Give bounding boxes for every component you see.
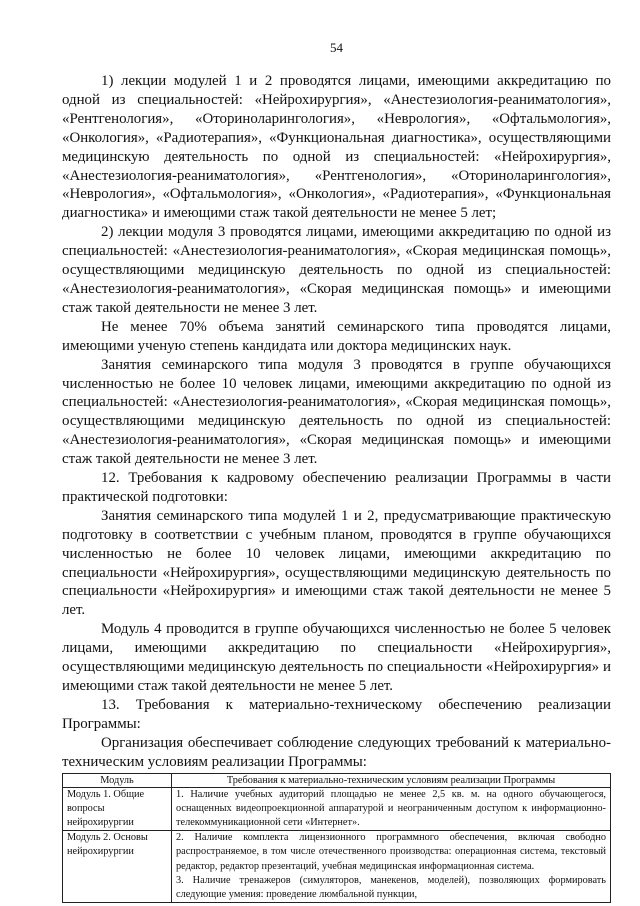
paragraph-seminar-module-3: Занятия семинарского типа модуля 3 проводятся в группе обучающихся численностью не более 10 человек лицами, имеющими аккредитацию по одной из специальностей: «Анестезиология-реаниматология», «Скорая медицинская помощь», осуществляющими медицинскую деятельность по одной из специальностей: «Анестезиология-реаниматология», «Скорая медицинская помощь» и имеющими стаж такой деятельности не менее 3 лет. <box>62 356 611 468</box>
requirement-item: 2. Наличие комплекта лицензионного программного обеспечения, включая свободно распространяемое, в том числе отечественного производства: операционная система, текстовый редактор, редактор презентаций, учебная медицинская информационная система. <box>176 832 606 872</box>
table-row <box>63 787 611 831</box>
paragraph-seminar-degree: Не менее 70% объема занятий семинарского типа проводятся лицами, имеющими ученую степень кандидата или доктора медицинских наук. <box>62 318 611 354</box>
document-body <box>62 72 611 772</box>
module-cell: Модуль 1. Общие вопросы нейрохирургии <box>63 787 172 831</box>
table-row <box>63 831 611 903</box>
requirement-item: 3. Наличие тренажеров (симуляторов, манекенов, моделей), позволяющих формировать следующие умения: проведение люмбальной пункции, <box>176 874 606 900</box>
section-heading-13: 13. Требования к материально-техническому обеспечению реализации Программы: <box>62 696 611 732</box>
paragraph-lectures-modules-1-2: 1) лекции модулей 1 и 2 проводятся лицами, имеющими аккредитацию по одной из специальностей: «Нейрохирургия», «Анестезиология-реаниматология», «Рентгенология», «Оториноларингология», «Неврология», «Офтальмология», «Онкология», «Радиотерапия», «Функциональная диагностика», осуществляющими медицинскую деятельность по одной из специальностей: «Нейрохирургия», «Анестезиология-реаниматология», «Рентгенология», «Оториноларингология», «Неврология», «Офтальмология», «Онкология», «Радиотерапия», «Функциональная диагностика» и имеющими стаж такой деятельности не менее 5 лет; <box>62 73 611 222</box>
requirements-table-wrap <box>62 773 611 904</box>
requirement-item: 1. Наличие учебных аудиторий площадью не менее 2,5 кв. м. на одного обучающегося, оснащенных видеопроекционной аппаратурой и неограниченным доступом к информационно-телекоммуникационной сети «Интернет». <box>176 788 606 828</box>
paragraph-lectures-module-3: 2) лекции модуля 3 проводятся лицами, имеющими аккредитацию по одной из специальностей: «Анестезиология-реаниматология», «Скорая медицинская помощь», осуществляющими медицинскую деятельность по одной из специальностей: «Анестезиология-реаниматология», «Скорая медицинская помощь» и имеющими стаж такой деятельности не менее 3 лет. <box>62 224 611 316</box>
section-heading-12: 12. Требования к кадровому обеспечению реализации Программы в части практической подготовки: <box>62 470 611 505</box>
module-cell: Модуль 2. Основы нейрохирургии <box>63 831 172 903</box>
table-header-row <box>63 773 611 787</box>
requirements-cell <box>172 787 611 831</box>
page-number: 54 <box>330 40 343 55</box>
column-header-module: Модуль <box>63 773 172 787</box>
column-header-requirements: Требования к материально-техническим условиям реализации Программы <box>172 773 611 787</box>
requirements-table <box>62 773 611 904</box>
requirements-cell <box>172 831 611 903</box>
paragraph-module-4: Модуль 4 проводится в группе обучающихся численностью не более 5 человек лицами, имеющими аккредитацию по специальности «Нейрохирургия», осуществляющими медицинскую деятельность по специальности «Нейрохирургия» и имеющими стаж такой деятельности не менее 5 лет. <box>62 621 611 694</box>
paragraph-organization-requirements: Организация обеспечивает соблюдение следующих требований к материально-техническим условиям реализации Программы: <box>62 734 611 770</box>
paragraph-seminar-modules-1-2: Занятия семинарского типа модулей 1 и 2, предусматривающие практическую подготовку в соответствии с учебным планом, проводятся в группе обучающихся численностью не более 10 человек лицами, имеющими аккредитацию по специальности «Нейрохирургия», осуществляющими медицинскую деятельность по специальности «Нейрохирургия» и имеющими стаж такой деятельности не менее 5 лет. <box>62 507 611 619</box>
